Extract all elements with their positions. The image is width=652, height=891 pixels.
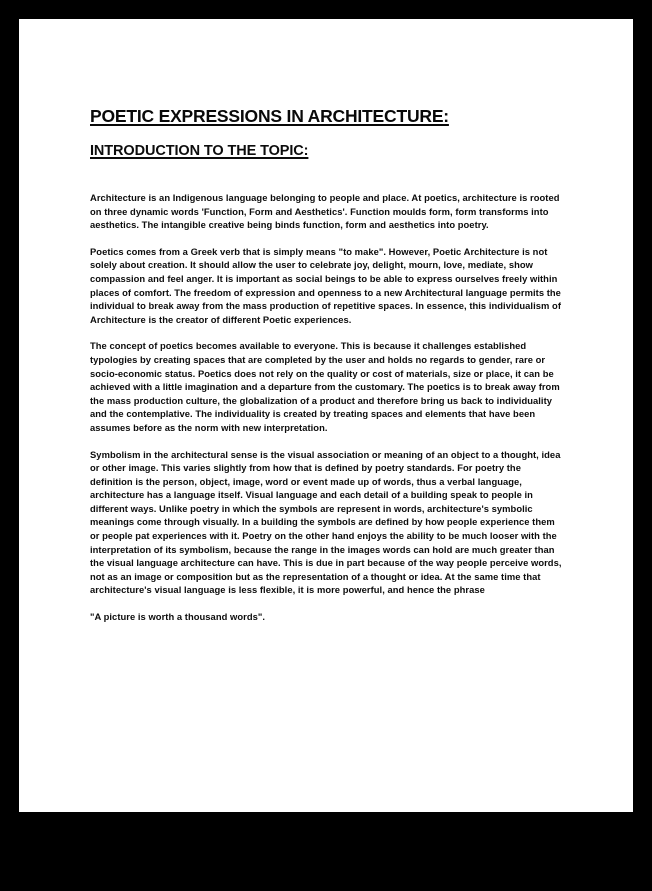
paragraph: Symbolism in the architectural sense is the visual association or meaning of an object to a thought, idea or other image. This varies slightly from how that is defined by poetry standards. For poetry the definition is the person, object, image, word or event made up of words, thus a verbal language, architecture has a language itself. Visual language and each detail of a building speak to people in different ways. Unlike poetry in which the symbols are represent in words, architecture's symbolic meanings come through visually. In a building the symbols are defined by how people experience them or people pat experiences with it. Poetry on the other hand enjoys the ability to be much looser with the interpretation of its symbolism, because the range in the images words can hold are much greater than the visual language architecture can have. This is due in part because of the way people perceive words, not as an image or composition but as the representation of a thought or idea. At the same time that architecture's visual language is less flexible, it is more powerful, and hence the phrase xyxy=(90,448,562,596)
document-page xyxy=(19,19,633,812)
paragraph: Poetics comes from a Greek verb that is simply means "to make". However, Poetic Architecture is not solely about creation. It should allow the user to celebrate joy, delight, mourn, love, mediate, show compassion and feel anger. It is important as social beings to be able to express ourselves freely within places of comfort. The freedom of expression and openness to a new Architectural language permits the individual to break away from the mass production of repetitive spaces. In essence, this individualism of Architecture is the creator of different Poetic experiences. xyxy=(90,245,561,325)
paragraph: Architecture is an Indigenous language belonging to people and place. At poetics, architecture is rooted on three dynamic words 'Function, Form and Aesthetics'. Function moulds form, form transforms into aesthetics. The intangible creative being binds function, form and aesthetics into poetry. xyxy=(90,192,560,231)
section-heading-introduction: INTRODUCTION TO THE TOPIC: xyxy=(90,143,309,159)
closing-quote: "A picture is worth a thousand words". xyxy=(90,611,266,623)
document-text-column xyxy=(90,19,562,812)
paragraph: The concept of poetics becomes available to everyone. This is because it challenges established typologies by creating spaces that are completed by the user and holds no regards to gender, rare or socio-economic status. Poetics does not rely on the quality or cost of materials, size or place, it can be achieved with a little imagination and a departure from the customary. The poetics is to break away from the mass production culture, the globalization of a product and therefore bring us back to individuality and the contemplative. The individuality is created by treating spaces and elements that have been assumes before as the norm with new interpretation. xyxy=(90,340,560,433)
body-text xyxy=(90,191,562,637)
page-title: POETIC EXPRESSIONS IN ARCHITECTURE: xyxy=(90,106,449,126)
